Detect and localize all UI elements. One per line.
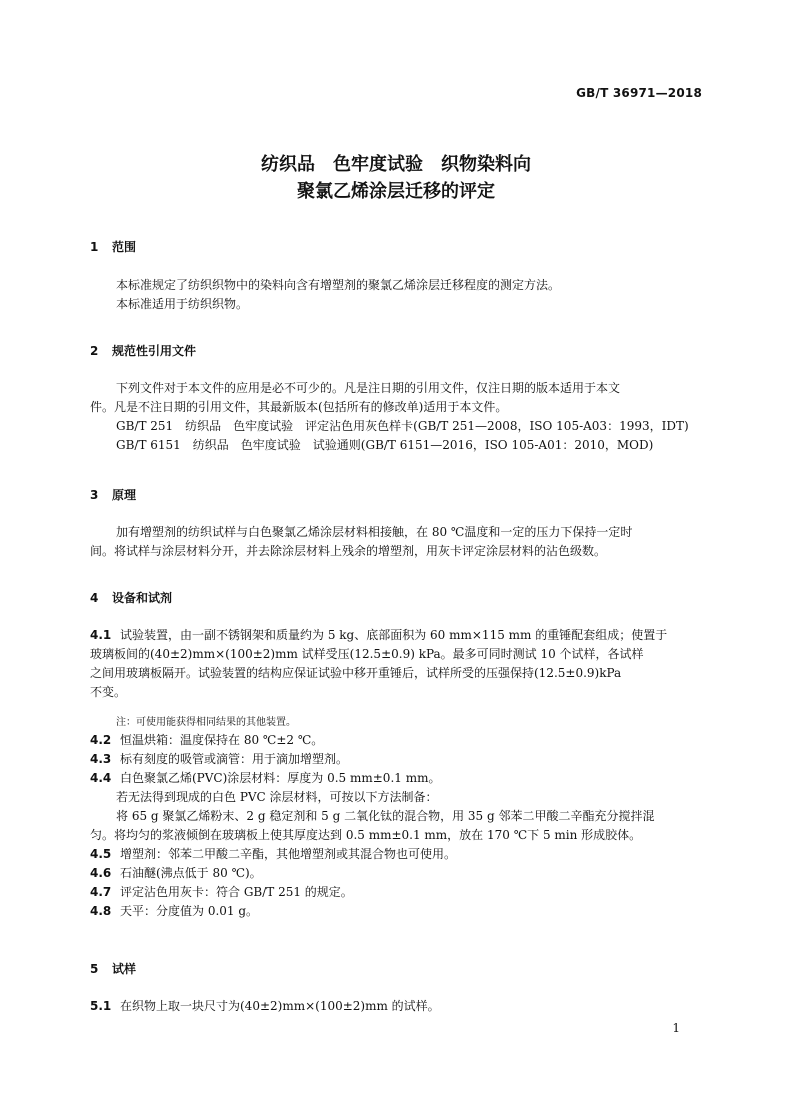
section-2-body [90,379,704,455]
paragraph: 本标准规定了纺织织物中的染料向含有增塑剂的聚氯乙烯涂层迁移程度的测定方法。 [116,278,561,292]
clause-number: 4.4 [90,771,112,785]
clause-text: 试验装置，由一副不锈钢架和质量约为 5 kg、底部面积为 60 mm×115 mm 的重锤配套组成；使置于 [120,628,668,642]
clause-text: 增塑剂：邻苯二甲酸二辛酯，其他增塑剂或其混合物也可使用。 [120,847,457,861]
clause-text: 石油醚(沸点低于 80 ℃)。 [120,866,262,880]
reference-item: GB/T 251 纺织品 色牢度试验 评定沾色用灰色样卡(GB/T 251—2008，ISO 105-A03：1993，IDT) [116,419,689,433]
paragraph-line: 加有增塑剂的纺织试样与白色聚氯乙烯涂层材料相接触，在 80 ℃温度和一定的压力下保持一定时 [116,525,633,539]
clause-number: 4.7 [90,885,112,899]
section-number: 2 [90,344,99,358]
clause-text: 天平：分度值为 0.01 g。 [120,904,259,918]
clause-text: 评定沾色用灰卡：符合 GB/T 251 的规定。 [120,885,353,899]
clause-text: 玻璃板间的(40±2)mm×(100±2)mm 试样受压(12.5±0.9) kPa。最多可同时测试 10 个试样，各试样 [90,647,644,661]
standard-code: GB/T 36971—2018 [576,86,702,100]
clause-text: 不变。 [90,685,127,699]
paragraph-line: 间。将试样与涂层材料分开，并去除涂层材料上残余的增塑剂，用灰卡评定涂层材料的沾色级数。 [90,544,607,558]
paragraph: 本标准适用于纺织织物。 [116,297,249,311]
section-3-body [90,523,704,561]
section-number: 1 [90,240,99,254]
section-4-heading [90,589,172,606]
section-number: 5 [90,962,99,976]
clause-text: 之间用玻璃板隔开。试验装置的结构应保证试验中移开重锤后，试样所受的压强保持(12.5±0.9)kPa [90,666,622,680]
section-3-heading [90,486,136,503]
section-2-heading [90,342,196,359]
clause-5-1 [90,997,704,1016]
clause-number: 4.3 [90,752,112,766]
paragraph-line: 下列文件对于本文件的应用是必不可少的。凡是注日期的引用文件，仅注日期的版本适用于本文 [116,381,621,395]
clause-text: 标有刻度的吸管或滴管：用于滴加增塑剂。 [120,752,349,766]
clause-number: 4.6 [90,866,112,880]
section-title: 规范性引用文件 [112,344,197,358]
clause-number: 4.1 [90,628,112,642]
clause-text: 恒温烘箱：温度保持在 80 ℃±2 ℃。 [120,733,324,747]
reference-item: GB/T 6151 纺织品 色牢度试验 试验通则(GB/T 6151—2016，ISO 105-A01：2010，MOD) [116,438,654,452]
clause-text: 若无法得到现成的白色 PVC 涂层材料，可按以下方法制备： [116,790,438,804]
section-1-body [90,276,704,314]
document-title-line-1: 纺织品 色牢度试验 织物染料向 [261,154,531,175]
section-title: 范围 [112,240,137,254]
section-title: 设备和试剂 [112,591,173,605]
clause-text: 将 65 g 聚氯乙烯粉末、2 g 稳定剂和 5 g 二氧化钛的混合物，用 35 g 邻苯二甲酸二辛酯充分搅拌混 [116,809,655,823]
section-title: 原理 [112,488,137,502]
section-number: 4 [90,591,99,605]
section-number: 3 [90,488,99,502]
clause-number: 4.2 [90,733,112,747]
section-title: 试样 [112,962,137,976]
clause-text: 白色聚氯乙烯(PVC)涂层材料：厚度为 0.5 mm±0.1 mm。 [120,771,441,785]
clause-text: 匀。将均匀的浆液倾倒在玻璃板上使其厚度达到 0.5 mm±0.1 mm，放在 170 ℃下 5 min 形成胶体。 [90,828,642,842]
clause-number: 4.8 [90,904,112,918]
section-1-heading [90,238,136,255]
clause-number: 4.5 [90,847,112,861]
clause-text: 在织物上取一块尺寸为(40±2)mm×(100±2)mm 的试样。 [120,999,440,1013]
document-title-line-2: 聚氯乙烯涂层迁移的评定 [297,181,495,202]
page-number: 1 [672,1021,680,1035]
clause-number: 5.1 [90,999,112,1013]
paragraph-line: 件。凡是不注日期的引用文件，其最新版本(包括所有的修改单)适用于本文件。 [90,400,508,414]
section-5-heading [90,960,136,977]
clauses-4-2-to-4-8 [90,731,704,921]
clause-4-1 [90,626,704,702]
note: 注：可使用能获得相同结果的其他装置。 [116,717,296,728]
